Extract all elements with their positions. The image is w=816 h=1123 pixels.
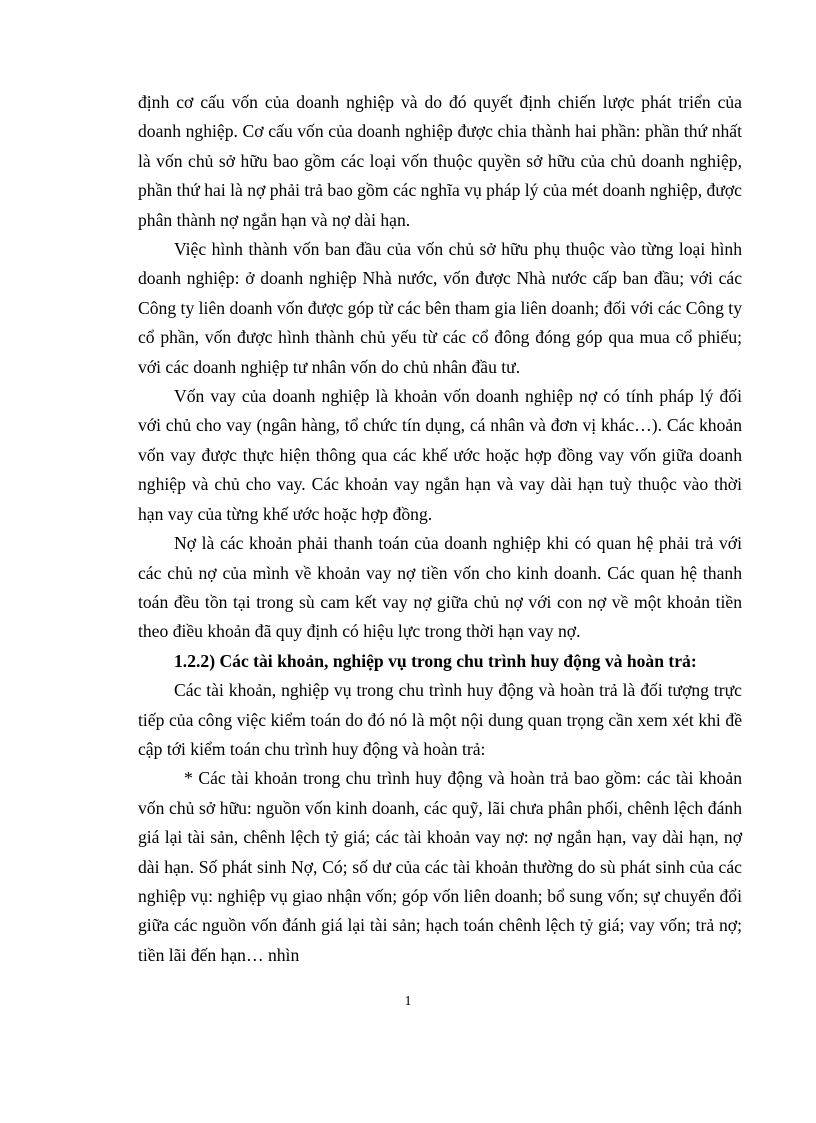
page-number: 1 bbox=[404, 994, 412, 1009]
section-heading: 1.2.2) Các tài khoản, nghiệp vụ trong chu trình huy động và hoàn trả: bbox=[174, 650, 697, 671]
paragraph-borrowed-capital: Vốn vay của doanh nghiệp là khoản vốn doanh nghiệp nợ có tính pháp lý đối với chủ cho vay (ngân hàng, tổ chức tín dụng, cá nhân và đơn vị khác…). Các khoản vốn vay được thực hiện thông qua các khế ước hoặc hợp đồng vay vốn giữa doanh nghiệp và chủ cho vay. Các khoản vay ngắn hạn và vay dài hạn tuỳ thuộc vào thời hạn vay của từng khế ước hoặc hợp đồng. bbox=[138, 386, 742, 524]
paragraph-accounts-intro: Các tài khoản, nghiệp vụ trong chu trình huy động và hoàn trả là đối tượng trực tiếp của công việc kiểm toán do đó nó là một nội dung quan trọng cần xem xét khi đề cập tới kiểm toán chu trình huy động và hoàn trả: bbox=[138, 680, 742, 759]
document-body bbox=[138, 88, 742, 970]
paragraph-continuation: định cơ cấu vốn của doanh nghiệp và do đó quyết định chiến lược phát triển của doanh nghiệp. Cơ cấu vốn của doanh nghiệp được chia thành hai phần: phần thứ nhất là vốn chủ sở hữu bao gồm các loại vốn thuộc quyền sở hữu của chủ doanh nghiệp, phần thứ hai là nợ phải trả bao gồm các nghĩa vụ pháp lý của mét doanh nghiệp, được phân thành nợ ngắn hạn và nợ dài hạn. bbox=[138, 92, 742, 230]
paragraph-liabilities: Nợ là các khoản phải thanh toán của doanh nghiệp khi có quan hệ phải trả với các chủ nợ của mình về khoản vay nợ tiền vốn cho kinh doanh. Các quan hệ thanh toán đều tồn tại trong sù cam kết vay nợ giữa chủ nợ với con nợ về một khoản tiền theo điều khoản đã quy định có hiệu lực trong thời hạn vay nợ. bbox=[138, 533, 742, 642]
paragraph-accounts-list: * Các tài khoản trong chu trình huy động và hoàn trả bao gồm: các tài khoản vốn chủ sở hữu: nguồn vốn kinh doanh, các quỹ, lãi chưa phân phối, chênh lệch đánh giá lại tài sản, chênh lệch tỷ giá; các tài khoản vay nợ: nợ ngắn hạn, vay dài hạn, nợ dài hạn. Số phát sinh Nợ, Có; số dư của các tài khoản thường do sù phát sinh của các nghiệp vụ: nghiệp vụ giao nhận vốn; góp vốn liên doanh; bổ sung vốn; sự chuyển đổi giữa các nguồn vốn đánh giá lại tài sản; hạch toán chênh lệch tỷ giá; vay vốn; trả nợ; tiền lãi đến hạn… nhìn bbox=[138, 768, 742, 965]
paragraph-equity-formation: Việc hình thành vốn ban đầu của vốn chủ sở hữu phụ thuộc vào từng loại hình doanh nghiệp: ở doanh nghiệp Nhà nước, vốn được Nhà nước cấp ban đầu; với các Công ty liên doanh vốn được góp từ các bên tham gia liên doanh; đối với các Công ty cổ phần, vốn được hình thành chủ yếu từ các cổ đông đóng góp qua mua cổ phiếu; với các doanh nghiệp tư nhân vốn do chủ nhân đầu tư. bbox=[138, 239, 742, 377]
